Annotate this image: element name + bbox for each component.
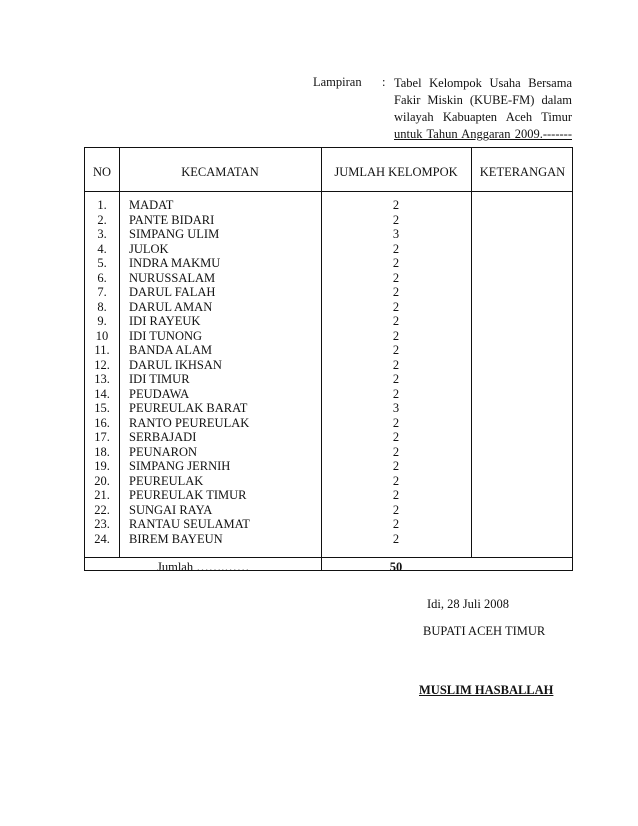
row-kecamatan: DARUL FALAH xyxy=(129,285,216,299)
table-row xyxy=(85,503,572,518)
row-kecamatan: PEUDAWA xyxy=(129,386,190,401)
row-jumlah: 2 xyxy=(392,372,400,386)
row-no: 7. xyxy=(97,285,107,299)
table-row xyxy=(85,343,572,358)
row-kecamatan: INDRA MAKMU xyxy=(129,256,221,270)
row-jumlah: 2 xyxy=(392,285,400,299)
table-row xyxy=(85,445,572,460)
row-kecamatan: SIMPANG JERNIH xyxy=(129,459,231,473)
row-no: 3. xyxy=(97,227,107,241)
row-no: 10 xyxy=(95,328,109,343)
table-row xyxy=(85,256,572,271)
table-row xyxy=(85,242,572,257)
row-no: 23. xyxy=(94,517,110,531)
row-kecamatan: SIMPANG ULIM xyxy=(129,227,220,241)
row-kecamatan: JULOK xyxy=(129,241,169,256)
table-row xyxy=(85,488,572,503)
row-kecamatan: PEUREULAK xyxy=(129,473,204,488)
row-no: 21. xyxy=(94,488,110,502)
row-no: 17. xyxy=(94,430,110,444)
footer-jumlah-total: 50 xyxy=(389,560,403,574)
row-no: 11. xyxy=(94,343,110,357)
row-jumlah: 2 xyxy=(392,459,400,473)
row-no: 2. xyxy=(97,212,107,227)
row-kecamatan: PEUREULAK BARAT xyxy=(129,401,248,415)
table-row xyxy=(85,271,572,286)
table-row xyxy=(85,314,572,329)
table-row xyxy=(85,329,572,344)
lampiran-line-4: untuk Tahun Anggaran 2009.------- xyxy=(394,127,572,141)
row-jumlah: 2 xyxy=(392,343,400,357)
row-jumlah: 2 xyxy=(392,430,400,444)
footer-jumlah-label: Jumlah …….…… xyxy=(157,560,250,574)
row-jumlah: 2 xyxy=(392,256,400,270)
row-jumlah: 2 xyxy=(392,270,400,285)
lampiran-line-2: Fakir Miskin (KUBE-FM) dalam xyxy=(394,93,572,107)
table-row xyxy=(85,300,572,315)
row-no: 9. xyxy=(97,314,107,328)
table-row xyxy=(85,459,572,474)
table-row xyxy=(85,430,572,445)
row-jumlah: 2 xyxy=(392,488,400,502)
header-jumlah-kelompok: JUMLAH KELOMPOK xyxy=(334,165,458,179)
row-kecamatan: BANDA ALAM xyxy=(129,343,212,357)
table-row xyxy=(85,532,572,547)
row-jumlah: 2 xyxy=(392,386,400,401)
row-no: 13. xyxy=(94,372,110,386)
header-divider xyxy=(85,191,572,192)
table-row xyxy=(85,387,572,402)
header-kecamatan: KECAMATAN xyxy=(181,165,259,179)
row-jumlah: 2 xyxy=(392,328,400,343)
table-row xyxy=(85,517,572,532)
row-no: 1. xyxy=(97,198,107,212)
row-kecamatan: RANTAU SEULAMAT xyxy=(129,517,250,531)
row-kecamatan: PEUNARON xyxy=(129,444,198,459)
row-kecamatan: DARUL IKHSAN xyxy=(129,357,222,372)
row-jumlah: 3 xyxy=(392,227,400,241)
row-jumlah: 2 xyxy=(392,357,400,372)
footer-divider xyxy=(85,557,572,558)
row-no: 15. xyxy=(94,401,110,415)
row-kecamatan: SUNGAI RAYA xyxy=(129,502,213,517)
row-kecamatan: DARUL AMAN xyxy=(129,299,213,314)
row-no: 8. xyxy=(97,299,107,314)
row-jumlah: 2 xyxy=(392,212,400,227)
table-row xyxy=(85,358,572,373)
kube-table xyxy=(84,147,573,574)
row-jumlah: 2 xyxy=(392,531,400,546)
row-no: 18. xyxy=(94,444,110,459)
row-kecamatan: SERBAJADI xyxy=(129,430,197,444)
table-row xyxy=(85,372,572,387)
row-no: 16. xyxy=(94,415,110,430)
row-jumlah: 2 xyxy=(392,198,400,212)
header-keterangan: KETERANGAN xyxy=(479,165,566,179)
row-jumlah: 2 xyxy=(392,241,400,256)
row-kecamatan: MADAT xyxy=(129,198,174,212)
row-jumlah: 2 xyxy=(392,517,400,531)
row-kecamatan: RANTO PEUREULAK xyxy=(129,415,250,430)
table-row xyxy=(85,285,572,300)
table-row xyxy=(85,474,572,489)
row-kecamatan: PEUREULAK TIMUR xyxy=(129,488,247,502)
row-no: 20. xyxy=(94,473,110,488)
row-no: 4. xyxy=(97,241,107,256)
lampiran-line-1: Tabel Kelompok Usaha Bersama xyxy=(394,76,572,90)
row-kecamatan: NURUSSALAM xyxy=(129,270,216,285)
lampiran-line-3: wilayah Kabuapten Aceh Timur xyxy=(394,110,572,124)
row-jumlah: 2 xyxy=(392,415,400,430)
row-kecamatan: IDI RAYEUK xyxy=(129,314,201,328)
signature-name: MUSLIM HASBALLAH xyxy=(419,683,554,697)
row-no: 5. xyxy=(97,256,107,270)
signature-place-date: Idi, 28 Juli 2008 xyxy=(427,597,509,611)
row-no: 19. xyxy=(94,459,110,473)
lampiran-description xyxy=(394,75,572,143)
row-no: 14. xyxy=(94,386,110,401)
row-kecamatan: IDI TIMUR xyxy=(129,372,190,386)
row-jumlah: 2 xyxy=(392,444,400,459)
row-kecamatan: IDI TUNONG xyxy=(129,328,203,343)
table-row xyxy=(85,416,572,431)
table-row xyxy=(85,227,572,242)
table-row xyxy=(85,401,572,416)
table-row xyxy=(85,198,572,213)
row-jumlah: 2 xyxy=(392,299,400,314)
row-no: 22. xyxy=(94,502,110,517)
row-jumlah: 3 xyxy=(392,401,400,415)
row-jumlah: 2 xyxy=(392,314,400,328)
row-kecamatan: PANTE BIDARI xyxy=(129,212,215,227)
table-row xyxy=(85,213,572,228)
row-jumlah: 2 xyxy=(392,502,400,517)
signature-title: BUPATI ACEH TIMUR xyxy=(423,624,546,638)
row-no: 6. xyxy=(97,270,107,285)
lampiran-colon: : xyxy=(382,75,386,89)
row-no: 12. xyxy=(94,357,110,372)
header-no: NO xyxy=(92,165,112,179)
row-no: 24. xyxy=(94,531,110,546)
lampiran-label: Lampiran xyxy=(313,75,362,89)
row-jumlah: 2 xyxy=(392,473,400,488)
row-kecamatan: BIREM BAYEUN xyxy=(129,531,223,546)
